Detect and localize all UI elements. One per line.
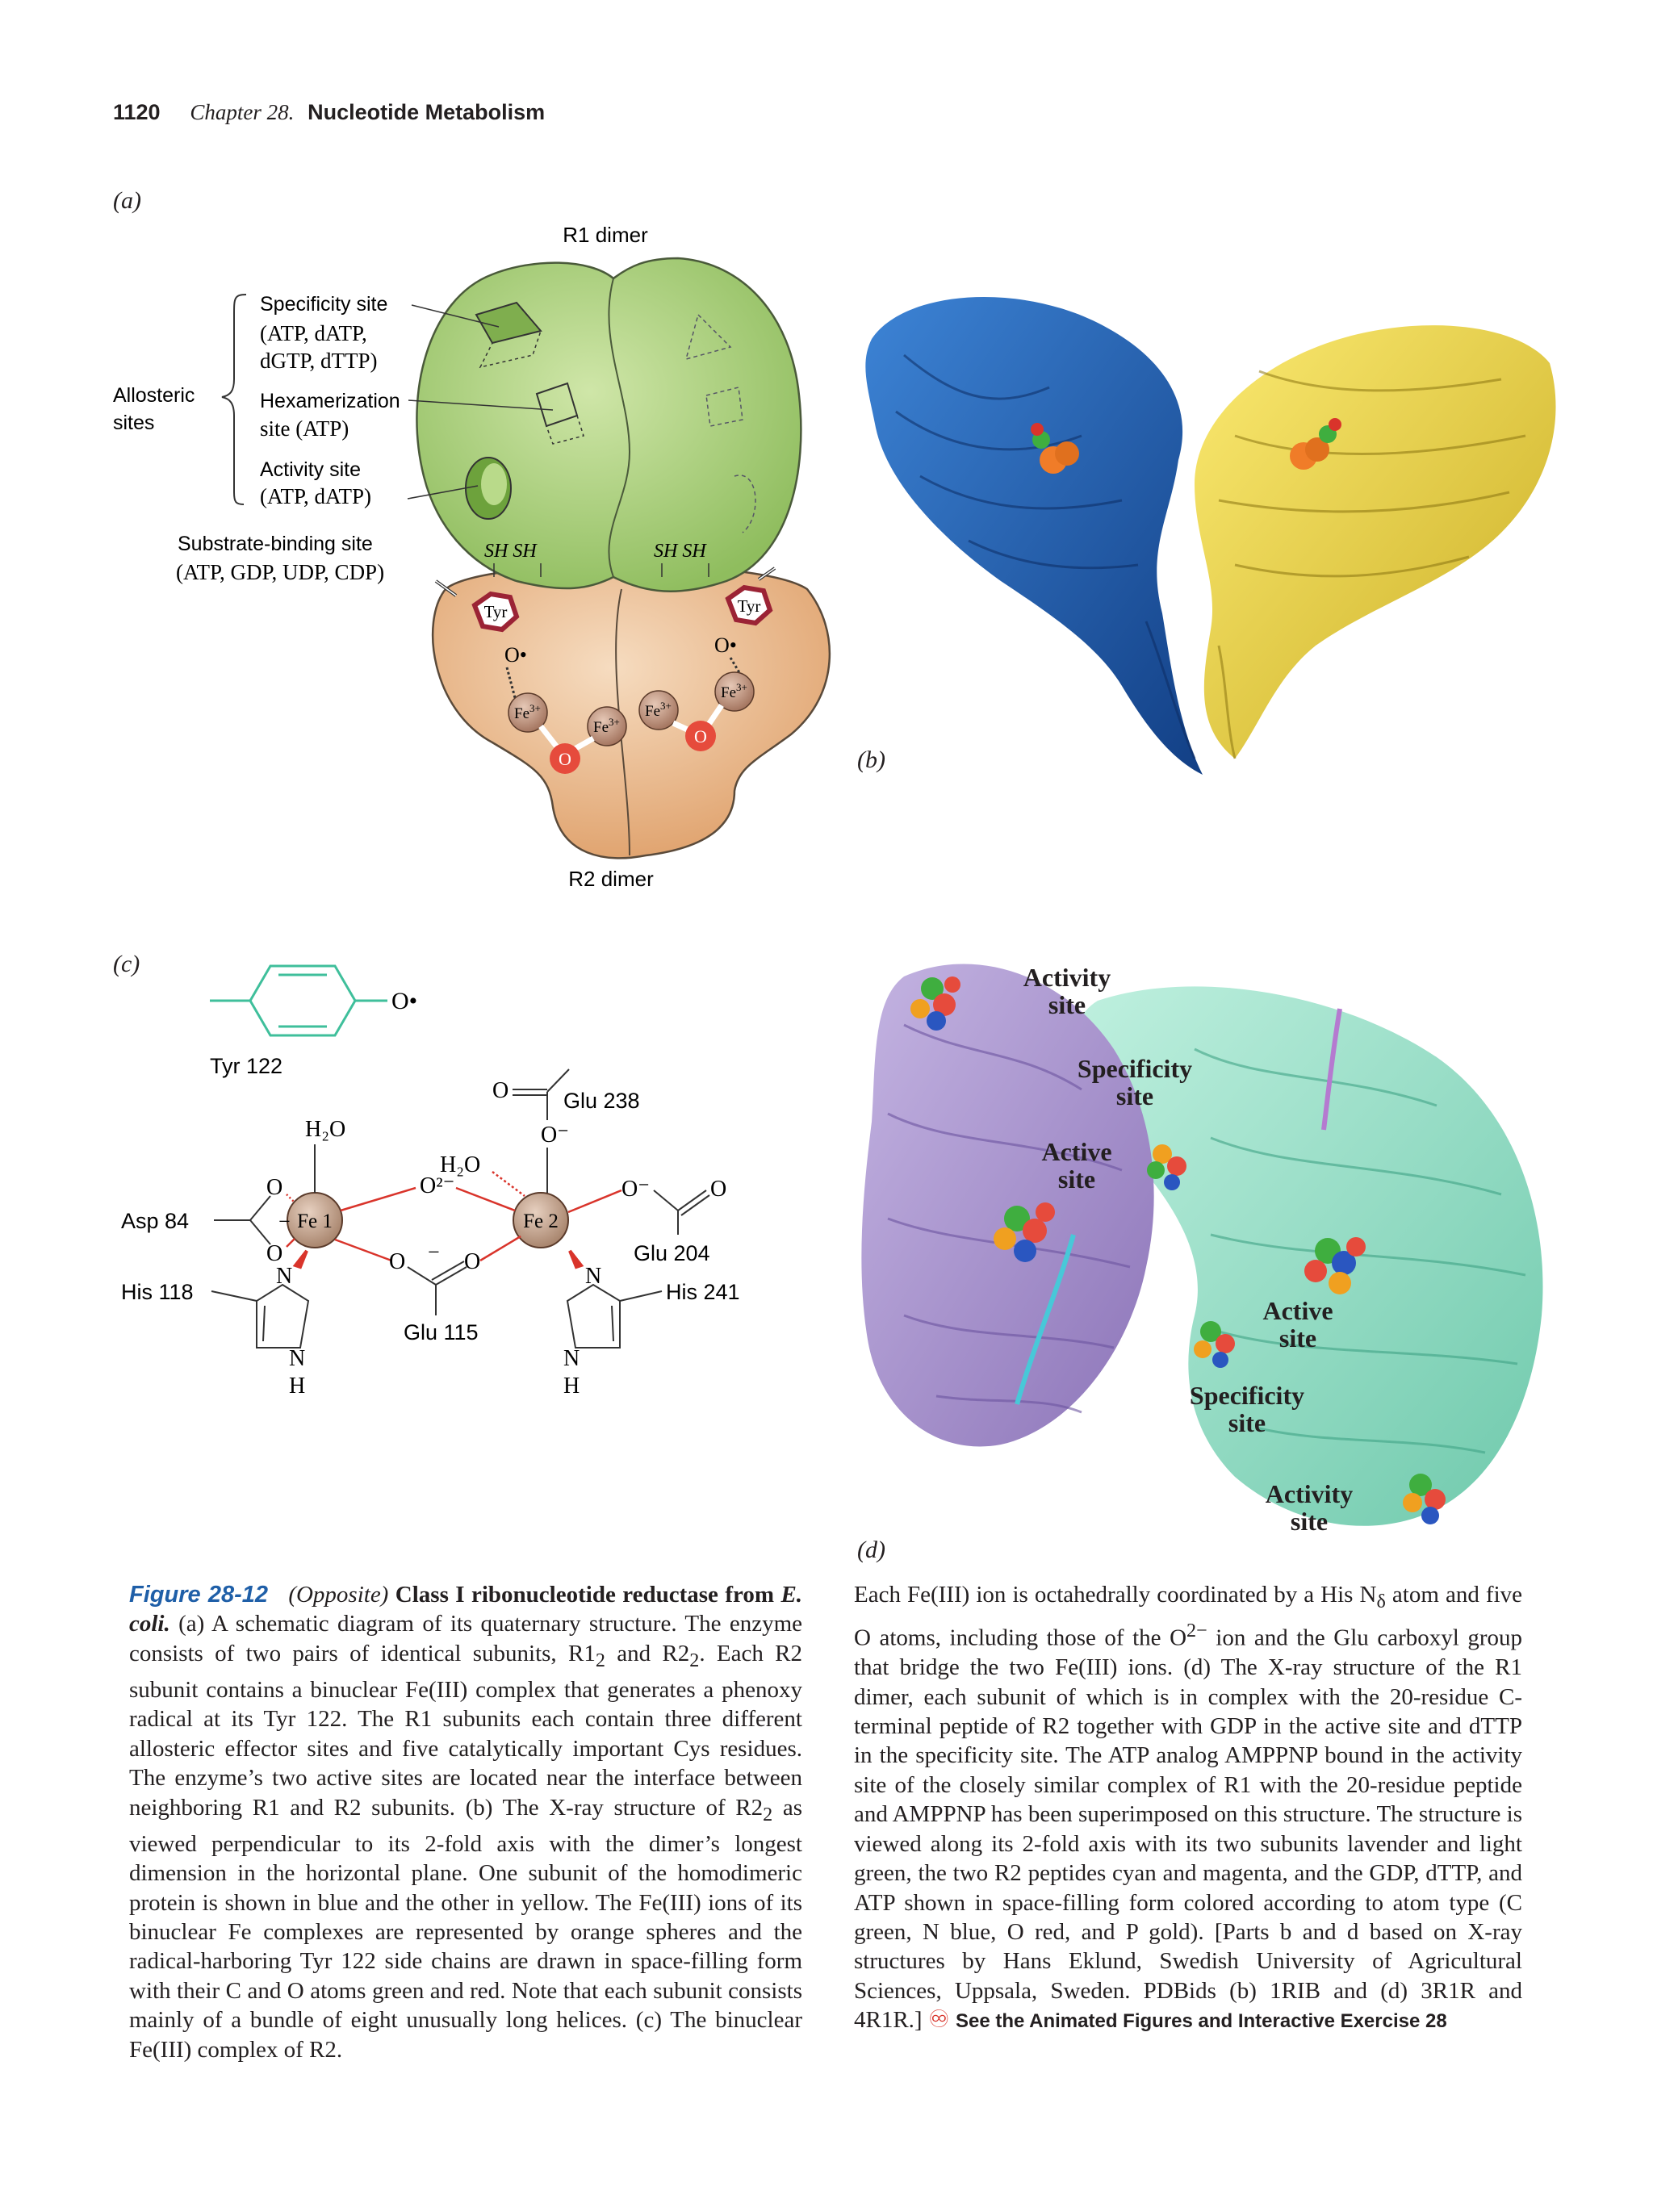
panel-a-letter: (a) xyxy=(113,187,141,214)
caption-right-sub-delta: δ xyxy=(1376,1590,1386,1612)
panel-b-structure xyxy=(856,274,1566,791)
his241-label: His 241 xyxy=(666,1280,740,1304)
caption-right-sup: 2− xyxy=(1186,1620,1207,1642)
glu115-o-right: O xyxy=(464,1249,481,1274)
specificity-site-top-1: Specificity xyxy=(1077,1054,1193,1083)
activity-site-ligands: (ATP, dATP) xyxy=(260,484,372,508)
glu115-o-left: O xyxy=(389,1249,406,1274)
caption-right-column xyxy=(854,1580,1522,2037)
interactive-link-icon: ♾ xyxy=(927,2005,950,2034)
tyr-right-label: Tyr xyxy=(737,596,761,616)
glu238-o-minus: O⁻ xyxy=(541,1123,569,1148)
o-atom-right: O xyxy=(694,726,707,746)
fe-atom-4: $Fe^{3+}$ xyxy=(721,681,747,701)
h2o-fe1: H₂O xyxy=(305,1117,346,1142)
substrate-site-label: Substrate-binding site xyxy=(178,533,373,555)
glu204-o: O xyxy=(710,1177,727,1202)
substrate-site-ligands: (ATP, GDP, UDP, CDP) xyxy=(176,560,385,584)
caption-left-text-3: . Each R2 subunit contains a binuclear Fe(III) complex that generates a phenoxy radical at its Tyr 122. The R1 subunits each contain three different allosteric effector sites and five catalytically important Cys residues. The enzyme’s two active sites are located near the interface between neighboring R1 and R2 subunits. (b) The X-ray structure of R2 xyxy=(129,1640,802,1821)
panel-a-schematic xyxy=(113,210,888,904)
caption-left-column xyxy=(129,1580,802,2064)
sh-right-label: SH SH xyxy=(654,541,706,562)
his241-h: H xyxy=(563,1374,580,1399)
caption-right-text-2: atom and five O atoms, including those of the O xyxy=(854,1582,1522,1651)
caption-left-text-1: (a) A schematic diagram of its quaternary structure. The enzyme consists of two pairs of identical subunits, R1 xyxy=(129,1611,802,1666)
r1-dimer-label: R1 dimer xyxy=(563,223,648,247)
tyr-left-label: Tyr xyxy=(483,602,508,621)
panel-c-letter: (c) xyxy=(113,951,140,977)
active-site-right-2: site xyxy=(1278,1323,1317,1353)
asp84-o-bottom: O xyxy=(266,1241,283,1266)
glu204-o-minus: O⁻ xyxy=(621,1177,650,1202)
fe-atom-2: $Fe^{3+}$ xyxy=(593,716,620,736)
h2o-fe2: H₂O xyxy=(440,1152,481,1177)
caption-right-text-3: ion and the Glu carboxyl group that bridge the two Fe(III) ions. (d) The X-ray structure of the R1 dimer, each subunit of which is in complex with the 20-residue C-terminal peptide of R2 together with GDP in the active site and dTTP in the specificity site. The ATP analog AMPPNP bound in the activity site of the closely similar complex of R1 with the 20-residue peptide and AMPPNP has been superimposed on this structure. The structure is viewed along its 2-fold axis with its two subunits lavender and light green, the two R2 peptides cyan and magenta, and the GDP, dTTP, and ATP shown in space-filling form colored according to atom type (C green, N blue, O red, and P gold). [Parts b and d based on X-ray structures by Hans Eklund, Swedish University of Agricultural Sciences, Uppsala, Sweden. PDBids (b) 1RIB and (d) 3R1R and 4R1R.] xyxy=(854,1625,1522,2034)
fe1-label: Fe 1 xyxy=(297,1211,333,1232)
asp84-o-top: O xyxy=(266,1175,283,1200)
specificity-site-bottom-1: Specificity xyxy=(1189,1381,1305,1410)
fe2-label: Fe 2 xyxy=(523,1211,559,1232)
active-site-left-1: Active xyxy=(1041,1137,1112,1166)
specificity-site-label: Specificity site xyxy=(260,293,388,316)
his118-label: His 118 xyxy=(121,1280,194,1304)
glu238-o: O xyxy=(492,1078,509,1103)
r2-dimer-label: R2 dimer xyxy=(568,867,654,891)
panel-d-structure xyxy=(856,928,1566,1558)
allosteric-label-2: sites xyxy=(113,412,155,434)
activity-site-top-1: Activity xyxy=(1023,963,1111,992)
glu115-minus: − xyxy=(428,1240,440,1264)
fe-atom-1: $Fe^{3+}$ xyxy=(514,702,541,722)
his118-h: H xyxy=(289,1374,306,1399)
hexamerization-label: Hexamerization xyxy=(260,390,400,412)
hexamerization-ligands: site (ATP) xyxy=(260,416,349,441)
panel-b-letter: (b) xyxy=(857,746,885,773)
specificity-site-bottom-2: site xyxy=(1228,1408,1266,1437)
panel-d-letter: (d) xyxy=(857,1537,885,1563)
blue-subunit xyxy=(865,297,1203,775)
his118-n-top: N xyxy=(276,1264,293,1289)
caption-left-sub-2: 2 xyxy=(689,1649,700,1671)
specificity-site-ligands-2: dGTP, dTTP) xyxy=(260,349,378,373)
tyr-122-label: Tyr 122 xyxy=(210,1054,283,1078)
caption-left-text-4: as viewed perpendicular to its 2-fold axis with the dimer’s longest dimension in the horizontal plane. One subunit of the homodimeric protein is shown in blue and the other in yellow. The Fe(III) ions of its binuclear Fe complexes are represented by orange spheres and the radical-harboring Tyr 122 side chains are drawn in space-filling form with their C and O atoms green and red. Note that each subunit consists mainly of a bundle of eight unusually long helices. (c) The binuclear Fe(III) complex of R2. xyxy=(129,1794,802,2063)
tyr-o-radical: O• xyxy=(391,988,418,1014)
o2-bridge-label: O²⁻ xyxy=(420,1173,455,1198)
caption-title-organism: E. coli. xyxy=(129,1582,803,1637)
caption-right-text-1: Each Fe(III) ion is octahedrally coordinated by a His N xyxy=(854,1582,1377,1608)
o-atom-left: O xyxy=(559,749,571,769)
chapter-title: Nucleotide Metabolism xyxy=(308,100,546,124)
caption-left-sub-3: 2 xyxy=(763,1803,773,1825)
o-radical-right: O• xyxy=(714,633,737,657)
figure-label: Figure 28-12 xyxy=(129,1582,269,1608)
caption-title: Class I ribonucleotide reductase from xyxy=(395,1582,774,1608)
caption-left-text-2: and R2 xyxy=(605,1640,690,1666)
caption-opening: (Opposite) xyxy=(288,1582,389,1608)
see-animated-figures-link[interactable]: See the Animated Figures and Interactive Exercise 28 xyxy=(956,2010,1447,2033)
asp84-minus: − xyxy=(278,1210,291,1233)
page-number: 1120 xyxy=(113,100,161,124)
activity-site-top-2: site xyxy=(1048,990,1086,1019)
glu238-label: Glu 238 xyxy=(563,1089,640,1113)
glu115-label: Glu 115 xyxy=(404,1320,479,1344)
activity-site-bottom-2: site xyxy=(1290,1507,1329,1536)
specificity-site-ligands-1: (ATP, dATP, xyxy=(260,321,367,345)
asp84-label: Asp 84 xyxy=(121,1209,190,1233)
active-site-right-1: Active xyxy=(1262,1296,1333,1325)
activity-site-bottom-1: Activity xyxy=(1265,1479,1354,1508)
caption-left-sub-1: 2 xyxy=(595,1649,605,1671)
his118-n-bottom: N xyxy=(289,1346,306,1371)
fe-atom-3: $Fe^{3+}$ xyxy=(645,700,672,720)
his241-n-bottom: N xyxy=(563,1346,580,1371)
activity-site-label: Activity site xyxy=(260,458,362,481)
specificity-site-top-2: site xyxy=(1115,1081,1154,1110)
running-head xyxy=(113,100,545,125)
glu204-label: Glu 204 xyxy=(634,1241,710,1265)
his241-n-top: N xyxy=(585,1264,602,1289)
active-site-left-2: site xyxy=(1057,1165,1096,1194)
o-radical-left: O• xyxy=(504,643,527,667)
sh-left-label: SH SH xyxy=(484,541,537,562)
chapter-label: Chapter 28. xyxy=(190,100,295,124)
panel-c-fe-complex xyxy=(121,936,783,1404)
allosteric-label-1: Allosteric xyxy=(113,384,195,407)
